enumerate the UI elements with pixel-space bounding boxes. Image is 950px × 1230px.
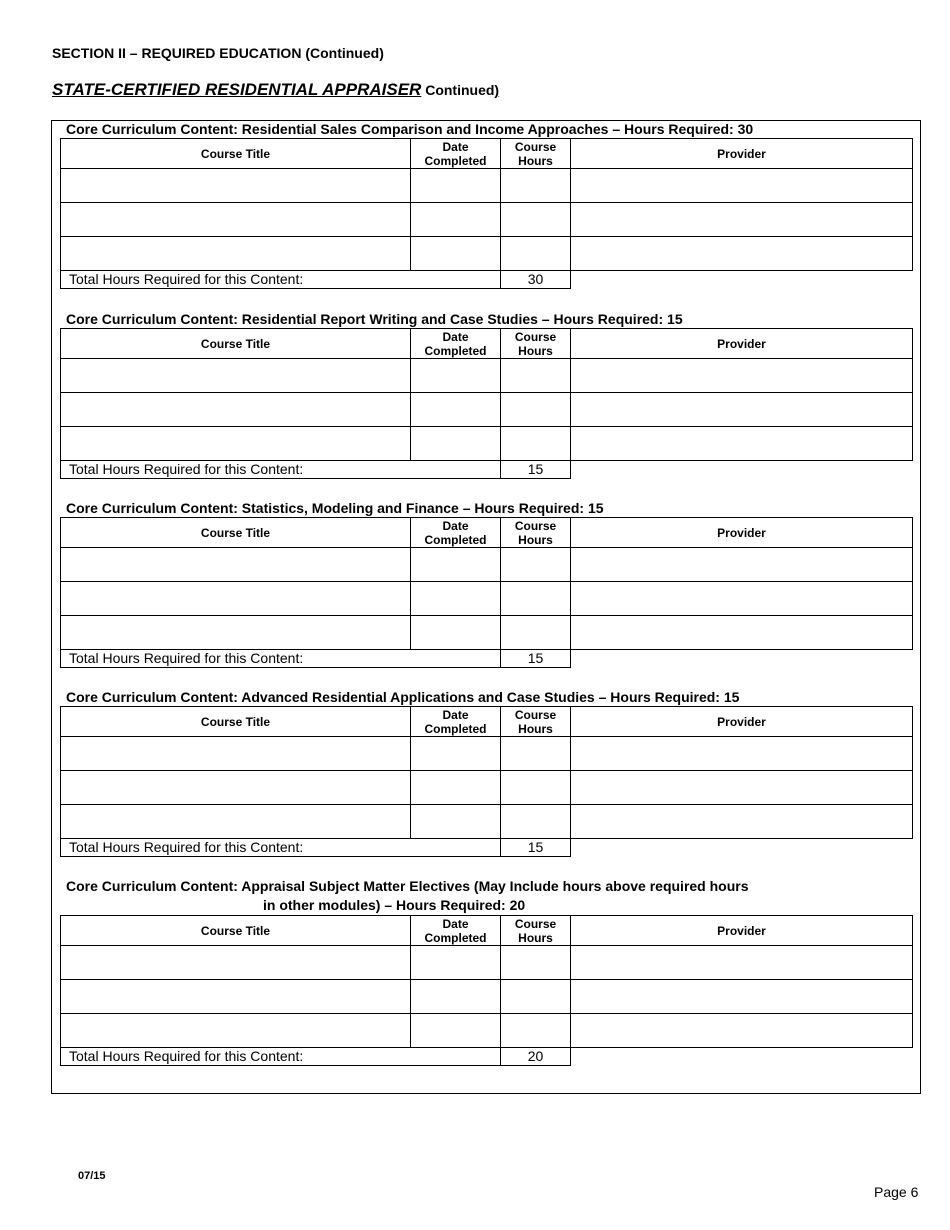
table-row <box>61 427 913 461</box>
col-date-completed: Date Completed <box>411 139 501 169</box>
course-title-field[interactable] <box>61 616 411 650</box>
total-hours-value: 20 <box>527 1048 544 1064</box>
provider-field[interactable] <box>571 946 913 980</box>
subtitle-italic: STATE-CERTIFIED RESIDENTIAL APPRAISER <box>52 80 422 99</box>
table-row <box>61 169 913 203</box>
date-completed-field[interactable] <box>411 393 501 427</box>
provider-field[interactable] <box>571 771 913 805</box>
col-course-hours: Course Hours <box>501 707 571 737</box>
course-title-field[interactable] <box>61 805 411 839</box>
total-hours-value: 15 <box>527 461 544 477</box>
subtitle-continued: Continued <box>421 82 495 98</box>
date-completed-field[interactable] <box>411 237 501 271</box>
course-hours-field[interactable] <box>501 359 571 393</box>
block-heading: Core Curriculum Content: Residential Sales Comparison and Income Approaches – Hours Required: 30 <box>66 121 754 137</box>
course-hours-field[interactable] <box>501 237 571 271</box>
table-row <box>61 805 913 839</box>
provider-field[interactable] <box>571 427 913 461</box>
curriculum-block-4 <box>60 688 913 857</box>
provider-field[interactable] <box>571 393 913 427</box>
curriculum-block-3 <box>60 499 913 668</box>
total-hours-label: Total Hours Required for this Content: <box>61 271 501 288</box>
course-hours-field[interactable] <box>501 980 571 1014</box>
table-row <box>61 582 913 616</box>
section-title: SECTION II – REQUIRED EDUCATION (Continued) <box>52 45 384 61</box>
course-table <box>60 517 913 650</box>
col-date-completed: Date Completed <box>411 329 501 359</box>
table-header-row <box>61 707 913 737</box>
table-row <box>61 771 913 805</box>
course-title-field[interactable] <box>61 359 411 393</box>
col-course-hours: Course Hours <box>501 916 571 946</box>
block-heading-line2: in other modules) – Hours Required: 20 <box>263 897 526 913</box>
col-date-completed: Date Completed <box>411 518 501 548</box>
table-row <box>61 548 913 582</box>
col-date-completed: Date Completed <box>411 707 501 737</box>
course-hours-field[interactable] <box>501 169 571 203</box>
course-hours-field[interactable] <box>501 427 571 461</box>
table-row <box>61 393 913 427</box>
table-header-row <box>61 139 913 169</box>
course-hours-field[interactable] <box>501 393 571 427</box>
date-completed-field[interactable] <box>411 771 501 805</box>
total-hours-row <box>60 650 571 668</box>
course-title-field[interactable] <box>61 393 411 427</box>
course-title-field[interactable] <box>61 582 411 616</box>
total-hours-row <box>60 271 571 289</box>
course-hours-field[interactable] <box>501 771 571 805</box>
total-hours-row <box>60 1048 571 1066</box>
course-table <box>60 915 913 1048</box>
course-hours-field[interactable] <box>501 1014 571 1048</box>
provider-field[interactable] <box>571 980 913 1014</box>
col-provider: Provider <box>571 707 913 737</box>
date-completed-field[interactable] <box>411 616 501 650</box>
course-hours-field[interactable] <box>501 946 571 980</box>
col-course-hours: Course Hours <box>501 518 571 548</box>
date-completed-field[interactable] <box>411 1014 501 1048</box>
course-table <box>60 138 913 271</box>
total-hours-row <box>60 839 571 857</box>
total-hours-label: Total Hours Required for this Content: <box>61 1048 501 1065</box>
date-completed-field[interactable] <box>411 427 501 461</box>
course-hours-field[interactable] <box>501 582 571 616</box>
block-heading-line1: Core Curriculum Content: Appraisal Subject Matter Electives (May Include hours above required hours <box>66 878 749 894</box>
course-title-field[interactable] <box>61 203 411 237</box>
col-provider: Provider <box>571 139 913 169</box>
course-hours-field[interactable] <box>501 203 571 237</box>
col-course-title: Course Title <box>61 329 411 359</box>
total-hours-row <box>60 461 571 479</box>
block-heading: Core Curriculum Content: Residential Report Writing and Case Studies – Hours Required: 15 <box>66 311 683 327</box>
provider-field[interactable] <box>571 169 913 203</box>
course-title-field[interactable] <box>61 427 411 461</box>
table-header-row <box>61 916 913 946</box>
provider-field[interactable] <box>571 548 913 582</box>
total-hours-value: 15 <box>527 650 544 666</box>
course-title-field[interactable] <box>61 980 411 1014</box>
col-course-hours: Course Hours <box>501 329 571 359</box>
curriculum-block-5 <box>60 877 913 1066</box>
date-completed-field[interactable] <box>411 805 501 839</box>
col-date-completed: Date Completed <box>411 916 501 946</box>
col-provider: Provider <box>571 518 913 548</box>
total-hours-value: 15 <box>527 839 544 855</box>
revision-date: 07/15 <box>78 1170 106 1182</box>
date-completed-field[interactable] <box>411 582 501 616</box>
col-course-title: Course Title <box>61 518 411 548</box>
course-title-field[interactable] <box>61 771 411 805</box>
table-row <box>61 203 913 237</box>
course-title-field[interactable] <box>61 237 411 271</box>
col-course-title: Course Title <box>61 707 411 737</box>
total-hours-label: Total Hours Required for this Content: <box>61 839 501 856</box>
course-title-field[interactable] <box>61 946 411 980</box>
curriculum-block-2 <box>60 310 913 479</box>
table-row <box>61 946 913 980</box>
course-table <box>60 328 913 461</box>
curriculum-block-1 <box>60 120 913 289</box>
date-completed-field[interactable] <box>411 169 501 203</box>
provider-field[interactable] <box>571 737 913 771</box>
table-row <box>61 237 913 271</box>
total-hours-label: Total Hours Required for this Content: <box>61 461 501 478</box>
provider-field[interactable] <box>571 582 913 616</box>
page-number: Page 6 <box>874 1184 919 1200</box>
date-completed-field[interactable] <box>411 737 501 771</box>
table-row <box>61 1014 913 1048</box>
block-heading <box>60 877 913 915</box>
provider-field[interactable] <box>571 616 913 650</box>
course-title-field[interactable] <box>61 737 411 771</box>
provider-field[interactable] <box>571 1014 913 1048</box>
provider-field[interactable] <box>571 237 913 271</box>
table-row <box>61 737 913 771</box>
table-row <box>61 616 913 650</box>
total-hours-value: 30 <box>527 271 544 287</box>
provider-field[interactable] <box>571 359 913 393</box>
form-subtitle <box>52 80 499 100</box>
course-title-field[interactable] <box>61 169 411 203</box>
course-hours-field[interactable] <box>501 805 571 839</box>
course-hours-field[interactable] <box>501 548 571 582</box>
table-row <box>61 980 913 1014</box>
course-table <box>60 706 913 839</box>
total-hours-label: Total Hours Required for this Content: <box>61 650 501 667</box>
date-completed-field[interactable] <box>411 946 501 980</box>
provider-field[interactable] <box>571 805 913 839</box>
col-course-hours: Course Hours <box>501 139 571 169</box>
provider-field[interactable] <box>571 203 913 237</box>
date-completed-field[interactable] <box>411 359 501 393</box>
table-header-row <box>61 518 913 548</box>
col-course-title: Course Title <box>61 916 411 946</box>
table-row <box>61 359 913 393</box>
course-title-field[interactable] <box>61 548 411 582</box>
date-completed-field[interactable] <box>411 980 501 1014</box>
col-provider: Provider <box>571 916 913 946</box>
block-heading: Core Curriculum Content: Statistics, Modeling and Finance – Hours Required: 15 <box>66 500 604 516</box>
subtitle-paren: ) <box>494 82 500 98</box>
date-completed-field[interactable] <box>411 203 501 237</box>
date-completed-field[interactable] <box>411 548 501 582</box>
course-hours-field[interactable] <box>501 616 571 650</box>
block-heading: Core Curriculum Content: Advanced Residential Applications and Case Studies – Hours Required: 15 <box>66 689 740 705</box>
col-provider: Provider <box>571 329 913 359</box>
table-header-row <box>61 329 913 359</box>
col-course-title: Course Title <box>61 139 411 169</box>
course-hours-field[interactable] <box>501 737 571 771</box>
course-title-field[interactable] <box>61 1014 411 1048</box>
